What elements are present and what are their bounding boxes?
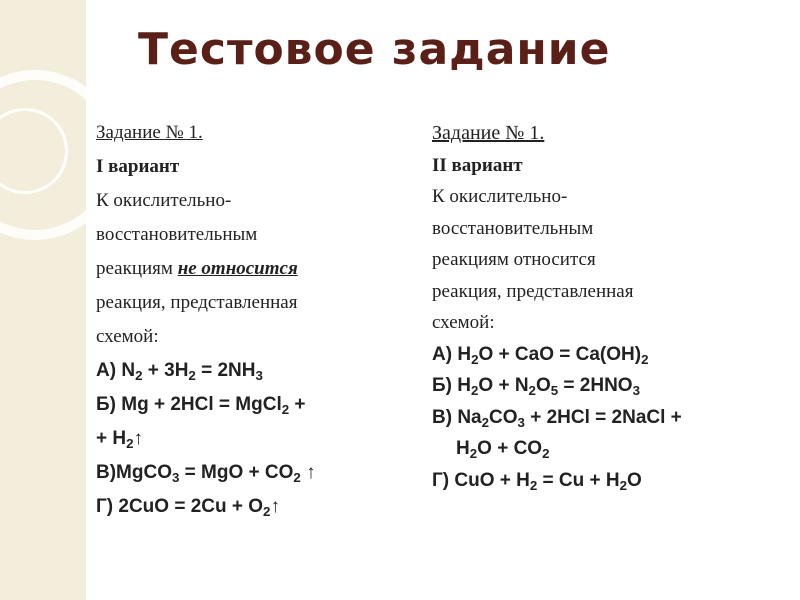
option-g: Г) $2CuO = 2Cu + O_2↑$ [96,496,280,519]
question-line: схемой: [96,326,159,347]
option-v: В) $Na_2CO_3 + 2HCl$ = 2NaCl + [432,406,682,430]
decorative-sidebar [0,0,86,600]
negation-emphasis: не относится [177,258,298,279]
variant-1-column [96,116,416,524]
task-heading: Задание № 1. [432,122,545,144]
variant-label: II вариант [432,154,523,176]
page-title: Тестовое задание [138,24,611,75]
question-line: К окислительно- [432,186,568,207]
option-a: А) $N_2 + 3H_2 = 2NH_3$ [96,360,263,383]
option-g: Г) CuO + $H_2 = Cu + H_2O$ [432,469,642,493]
question-line: реакциям относится [432,249,596,270]
option-b: Б) $H_2O + N_2O_5 = 2HNO_3$ [432,375,640,398]
option-b-continued: + $H_2↑$ [96,428,144,451]
option-v-continued: $H_2O + CO_2$ [456,438,550,461]
variant-2-column [432,118,792,496]
option-v: В)MgCO$_3$ = MgO + $CO_2$ ↑ [96,462,316,485]
variant-label: I вариант [96,156,180,177]
question-line: восстановительным [432,217,594,239]
question-line: реакция, представленная [96,292,298,313]
question-line: реакциям не относится [96,258,298,279]
option-b: Б) Mg + 2HCl = MgCl$_2$ + [96,394,306,417]
task-heading: Задание № 1. [96,122,203,143]
question-line: реакция, представленная [432,280,634,302]
option-a: А) $H_2O$ + CaO = $Ca(OH)_2$ [432,343,649,367]
question-line: восстановительным [96,224,258,245]
question-line: схемой: [432,312,495,333]
question-line: К окислительно- [96,190,232,211]
